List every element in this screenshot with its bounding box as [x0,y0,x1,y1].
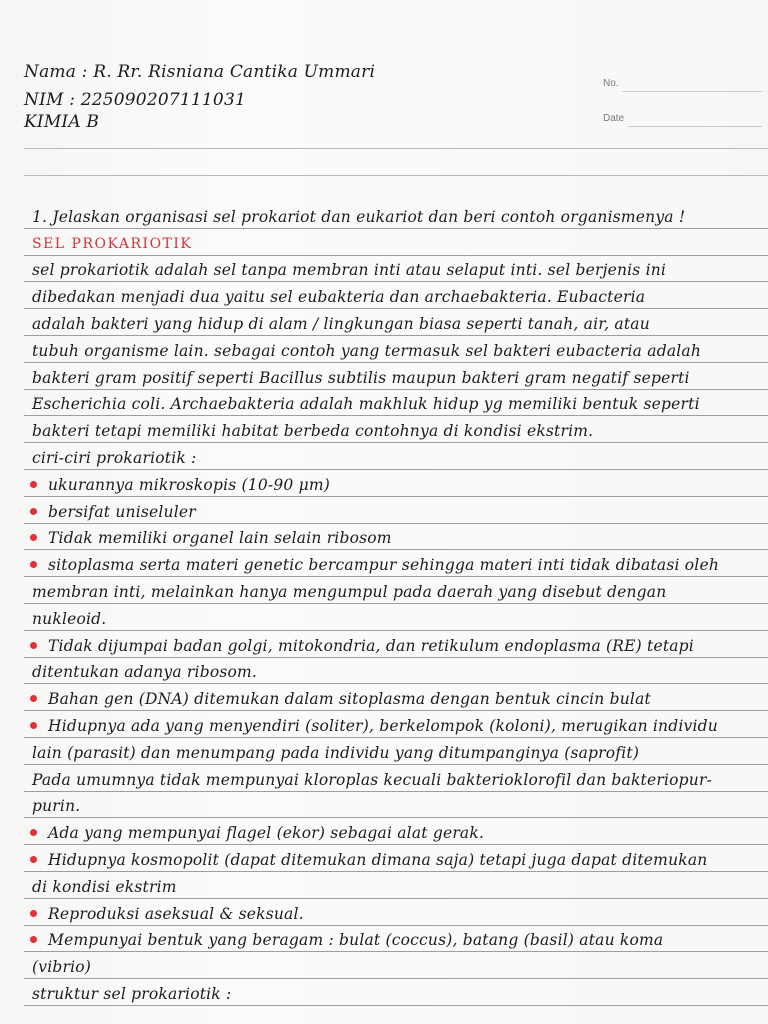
text-line [24,952,768,979]
text-line [24,872,768,899]
line-text: sitoplasma serta materi genetic bercampur sehingga materi inti tidak dibatasi oleh [48,556,720,575]
bullet-dot-icon [30,534,37,541]
nim-line: NIM : 225090207111031 [24,90,246,110]
bullet-dot-icon [30,722,37,729]
line-text: Bahan gen (DNA) ditemukan dalam sitoplasma dengan bentuk cincin bulat [48,690,651,709]
text-line [24,738,768,765]
bullet-dot-icon [30,481,37,488]
bullet-dot-icon [30,829,37,836]
text-line [24,309,768,336]
bullet-line [24,818,768,845]
line-text: ukurannya mikroskopis (10-90 μm) [48,475,331,494]
bullet-line [24,711,768,738]
text-line [24,577,768,604]
line-text: lain (parasit) dan menumpang pada individu yang ditumpanginya (saprofit) [32,743,640,762]
text-line [24,443,768,470]
text-line [24,256,768,283]
line-text: Reproduksi aseksual & seksual. [48,904,304,923]
line-text: dibedakan menjadi dua yaitu sel eubakteria dan archaebakteria. Eubacteria [32,288,646,307]
bullet-line [24,497,768,524]
line-text: 1. Jelaskan organisasi sel prokariot dan eukariot dan beri contoh organismenya ! [32,207,686,226]
bullet-line [24,899,768,926]
line-text: bakteri gram positif seperti Bacillus subtilis maupun bakteri gram negatif seperti [32,368,690,387]
line-text: Tidak dijumpai badan golgi, mitokondria, dan retikulum endoplasma (RE) tetapi [48,636,694,655]
bullet-line [24,550,768,577]
line-text: Ada yang mempunyai flagel (ekor) sebagai alat gerak. [48,824,485,843]
line-text: purin. [32,797,81,816]
bullet-line [24,470,768,497]
text-line [24,604,768,631]
name-line: Nama : R. Rr. Risniana Cantika Ummari [24,62,376,82]
section-heading: SEL PROKARIOTIK [32,235,193,252]
date-underline [628,126,762,127]
line-text: ditentukan adanya ribosom. [32,663,258,682]
bullet-line [24,631,768,658]
line-text: struktur sel prokariotik : [32,984,232,1003]
class-line: KIMIA B [24,112,100,132]
text-line [24,658,768,685]
line-text: bersifat uniseluler [48,502,196,521]
line-text: (vibrio) [32,958,92,977]
text-line [24,979,768,1006]
line-text: Mempunyai bentuk yang beragam : bulat (coccus), batang (basil) atau koma [48,931,664,950]
line-text: membran inti, melainkan hanya mengumpul pada daerah yang disebut dengan [32,582,667,601]
line-text: Escherichia coli. Archaebakteria adalah makhluk hidup yg memiliki bentuk seperti [32,395,700,414]
text-line [24,336,768,363]
bullet-dot-icon [30,695,37,702]
text-line [24,282,768,309]
line-text: adalah bakteri yang hidup di alam / lingkungan biasa seperti tanah, air, atau [32,314,650,333]
date-label: Date [603,113,625,124]
line-text: di kondisi ekstrim [32,877,177,896]
text-line [24,363,768,390]
bullet-dot-icon [30,856,37,863]
line-text: nukleoid. [32,609,107,628]
line-text: sel prokariotik adalah sel tanpa membran inti atau selaput inti. sel berjenis ini [32,261,667,280]
bullet-line [24,845,768,872]
text-line [24,792,768,819]
bullet-line [24,524,768,551]
line-text: Tidak memiliki organel lain selain ribosom [48,529,392,548]
notes-lines [24,202,768,1006]
no-label: No. [603,78,619,89]
bullet-line [24,684,768,711]
line-text: Pada umumnya tidak mempunyai kloroplas kecuali bakterioklorofil dan bakteriopur- [32,770,713,789]
text-line [24,390,768,417]
header-rule [24,148,768,149]
section-heading-line [24,229,768,256]
line-text: tubuh organisme lain. sebagai contoh yang termasuk sel bakteri eubacteria adalah [32,341,702,360]
text-line [24,202,768,229]
no-underline [622,91,762,92]
text-line [24,416,768,443]
text-line [24,765,768,792]
line-text: Hidupnya kosmopolit (dapat ditemukan dimana saja) tetapi juga dapat ditemukan [48,850,708,869]
header-rule-2 [24,175,768,176]
bullet-dot-icon [30,910,37,917]
bullet-dot-icon [30,508,37,515]
line-text: Hidupnya ada yang menyendiri (soliter), berkelompok (koloni), merugikan individu [48,716,718,735]
line-text: ciri-ciri prokariotik : [32,448,197,467]
bullet-dot-icon [30,936,37,943]
line-text: bakteri tetapi memiliki habitat berbeda contohnya di kondisi ekstrim. [32,422,594,441]
bullet-dot-icon [30,642,37,649]
bullet-dot-icon [30,561,37,568]
bullet-line [24,926,768,953]
